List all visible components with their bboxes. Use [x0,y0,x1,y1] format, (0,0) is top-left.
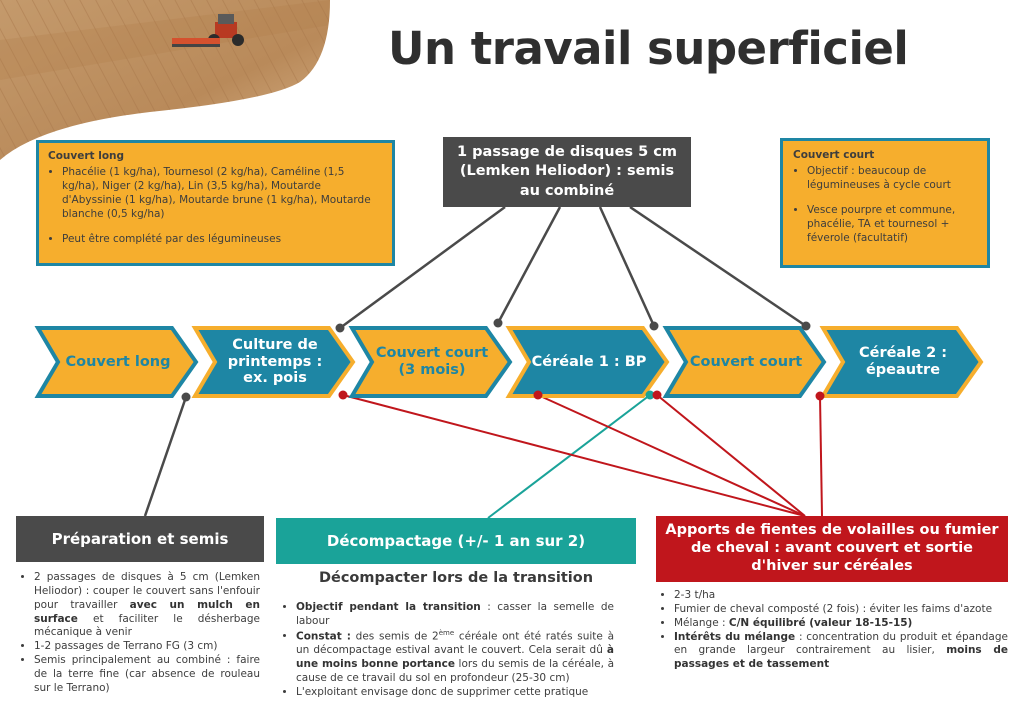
apports-heading: Apports de fientes de volailles ou fumier de cheval : avant couvert et sortie d'hiver sur céréales [656,516,1008,582]
couvert-long-heading: Couvert long [48,150,125,162]
decompactage-constat: • Constat : des semis de 2ème céréale ont été ratés suite à un décompactage estival avant le couvert. Cela serait dû à une moins bonne portance lors du semis de la céréale, à cause de ce travail du sol en profondeur (25-30 cm) [296,629,614,686]
couvert-court-species: • Vesce pourpre et commune, phacélie, TA et tournesol + féverole (facultatif) [807,204,977,246]
rotation-step-label: Couvert long [65,353,171,370]
rotation-step-label: Céréale 2 : épeautre [858,345,948,378]
preparation-item: • 2 passages de disques à 5 cm (Lemken Heliodor) : couper le couvert sans l'enfouir pour travailler avec un mulch en surface et faciliter le désherbage mécanique à venir [34,571,260,640]
decompactage-exploitant: • L'exploitant envisage donc de supprimer cette pratique [296,686,614,700]
couvert-long-note [36,140,395,266]
couvert-court-heading: Couvert court [793,149,875,161]
decompactage-body [284,601,614,700]
preparation-item: • Semis principalement au combiné : faire de la terre fine (car absence de rouleau sur le Terrano) [34,654,260,696]
rotation-step-label: Couvert court (3 mois) [375,345,489,378]
disc-pass-box: 1 passage de disques 5 cm (Lemken Heliodor) : semis au combiné [443,137,691,207]
rotation-step-label: Culture de printemps : ex. pois [227,336,323,387]
apports-fumier: • Fumier de cheval composté (2 fois) : éviter les faims d'azote [674,603,1008,617]
preparation-heading: Préparation et semis [16,516,264,562]
preparation-body [22,571,260,696]
rotation-step-label: Couvert court [689,353,803,370]
couvert-court-objective: • Objectif : beaucoup de légumineuses à cycle court [807,165,977,193]
decompactage-heading: Décompactage (+/- 1 an sur 2) [276,518,636,564]
couvert-long-complement: • Peut être complété par des légumineuses [62,233,383,247]
page-title: Un travail superficiel [388,22,909,75]
decompactage-objectif: • Objectif pendant la transition : casser la semelle de labour [296,601,614,629]
couvert-long-species: • Phacélie (1 kg/ha), Tournesol (2 kg/ha), Caméline (1,5 kg/ha), Niger (2 kg/ha), Lin (3,5 kg/ha), Moutarde d'Abyssinie (1 kg/ha), Moutarde brune (1 kg/ha), Moutarde blanche (0,5 kg/ha) [62,166,383,222]
couvert-court-note [780,138,990,268]
apports-body [662,589,1008,672]
decompactage-subtitle: Décompacter lors de la transition [318,570,594,586]
apports-melange: • Mélange : C/N équilibré (valeur 18-15-15) [674,617,1008,631]
preparation-item: • 1-2 passages de Terrano FG (3 cm) [34,640,260,654]
apports-dose: • 2-3 t/ha [674,589,1008,603]
rotation-step-label: Céréale 1 : BP [531,353,647,370]
apports-interets: • Intérêts du mélange : concentration du produit et épandage en grande largeur contrairement au lisier, moins de passages et de tassement [674,631,1008,673]
